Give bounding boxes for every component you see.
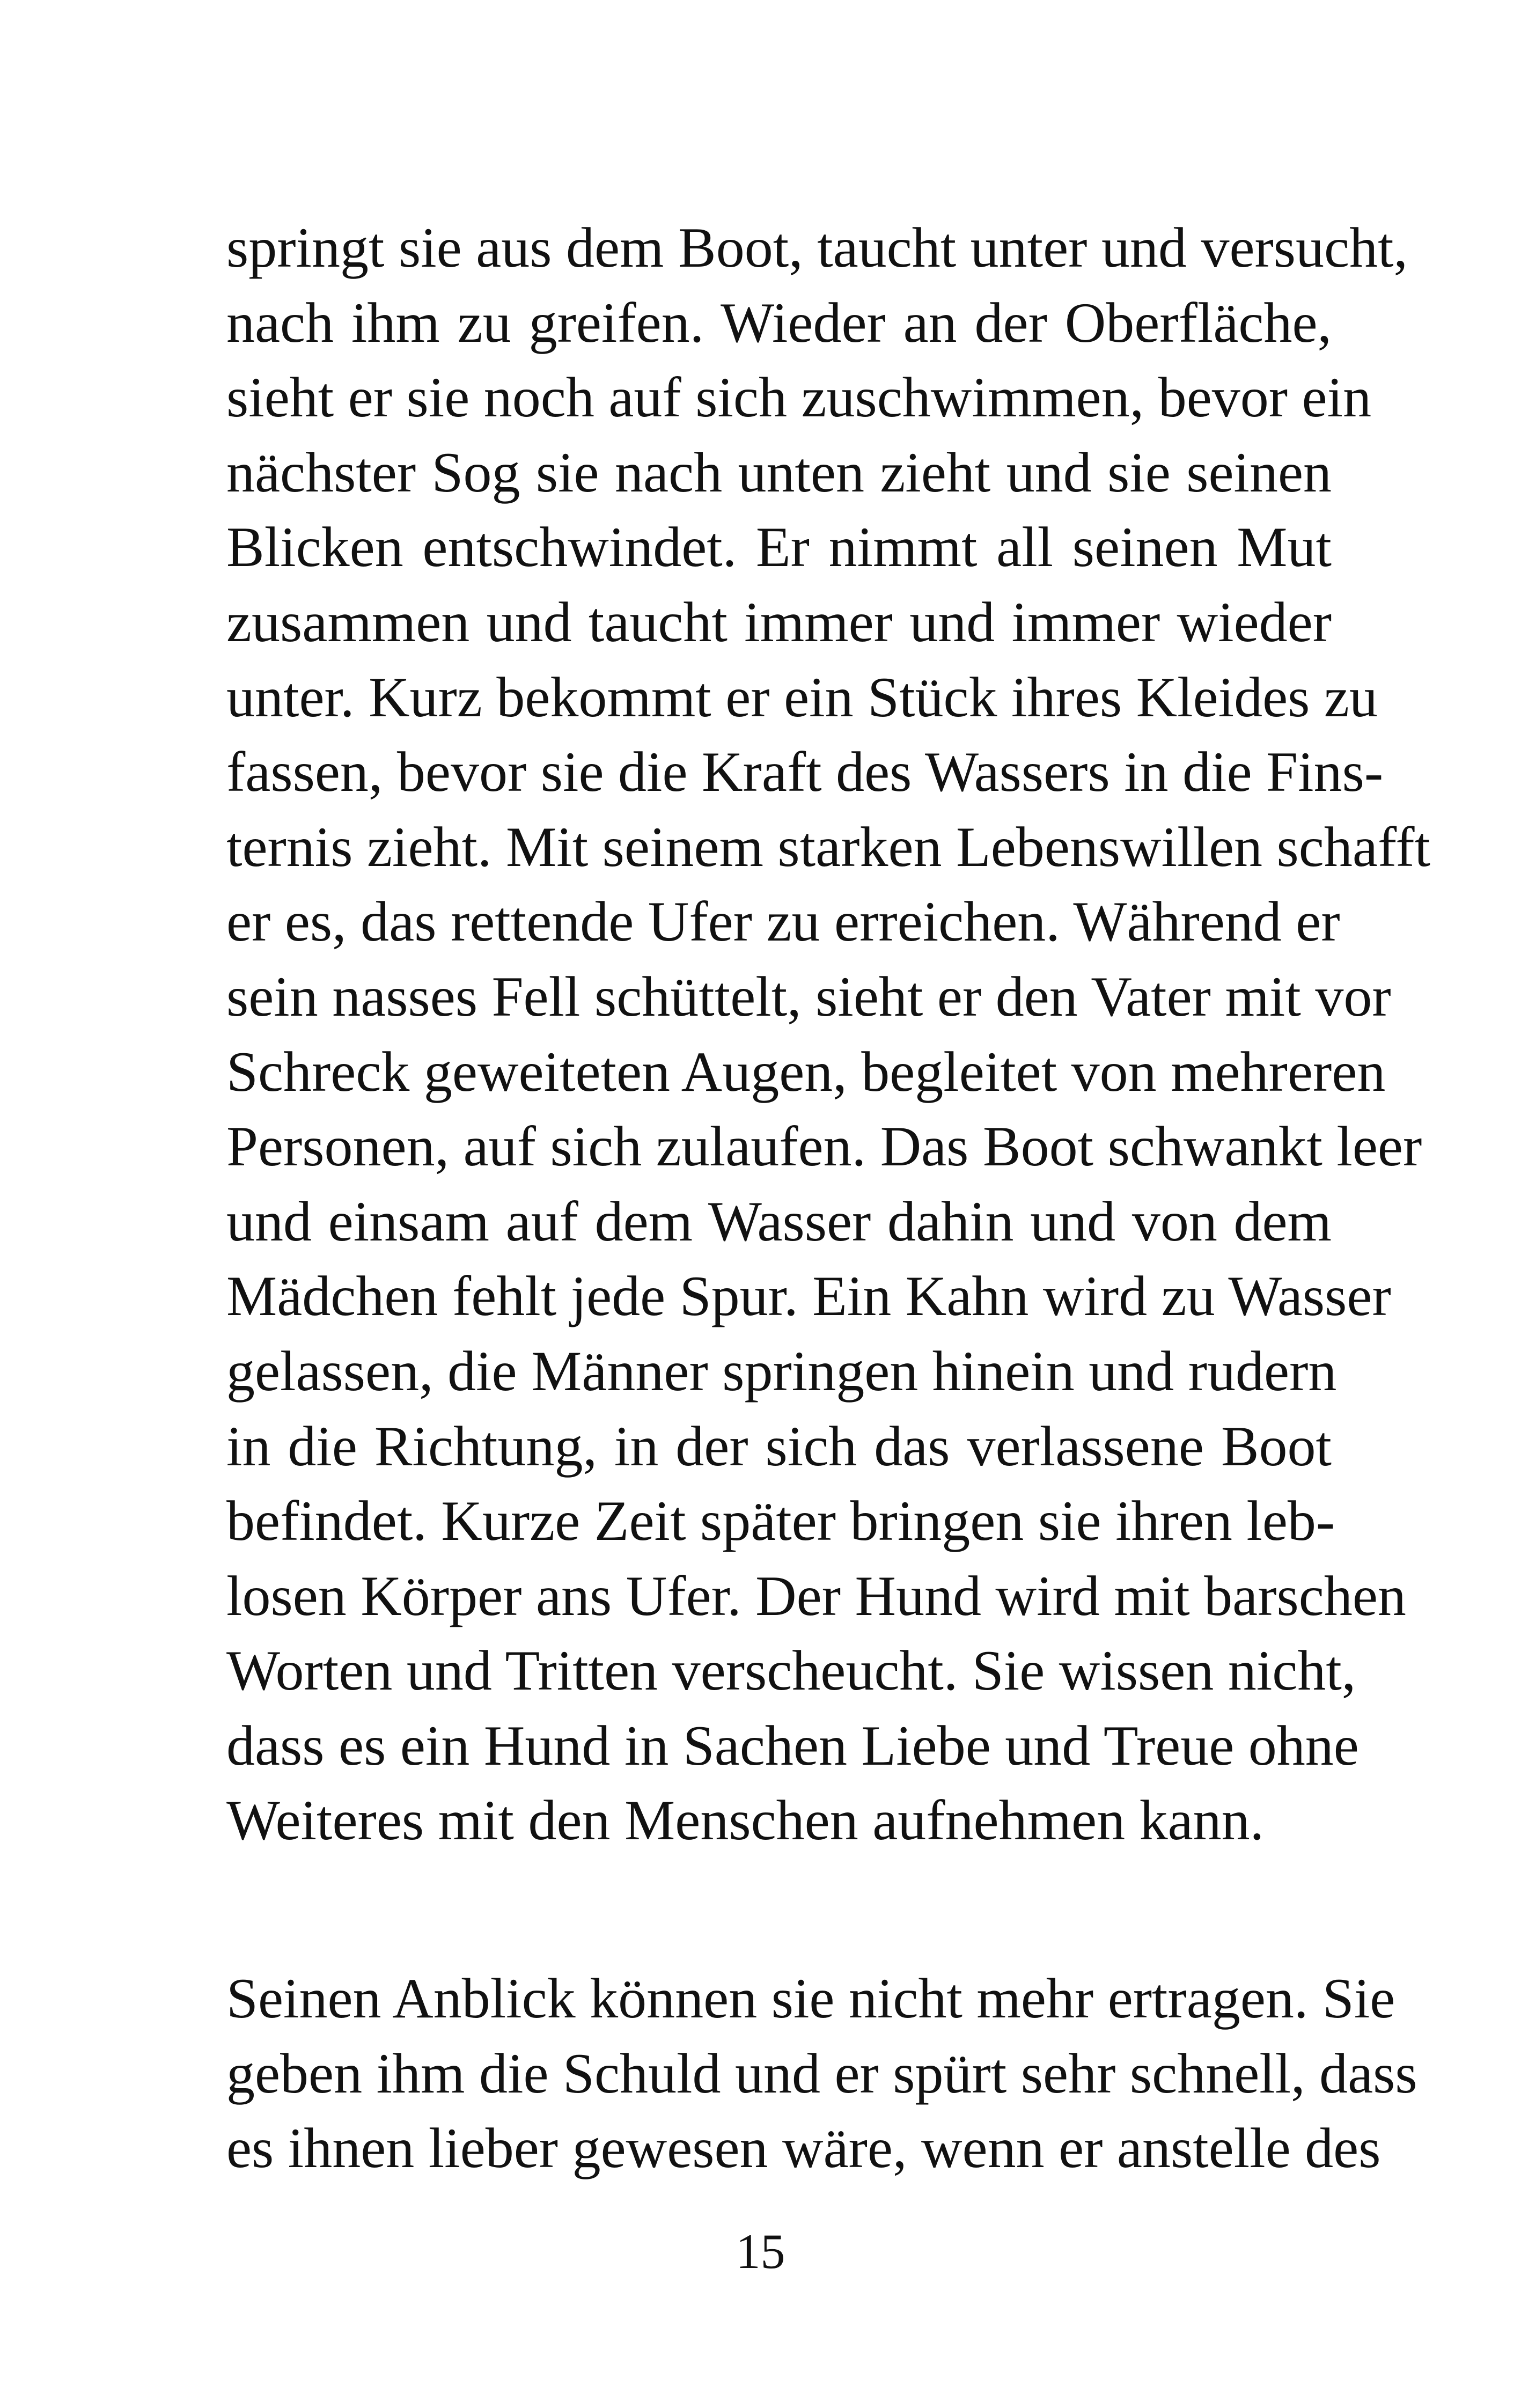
text-line: fassen, bevor sie die Kraft des Wassers in die Fins- (226, 740, 1384, 804)
text-line: es ihnen lieber gewesen wäre, wenn er anstelle des (226, 2117, 1381, 2180)
text-line: er es, das rettende Ufer zu erreichen. Während er (226, 890, 1340, 953)
text-line: Personen, auf sich zulaufen. Das Boot schwankt leer (226, 1115, 1422, 1178)
text-line: befindet. Kurze Zeit später bringen sie ihren leb- (226, 1489, 1335, 1553)
text-line: dass es ein Hund in Sachen Liebe und Treue ohne (226, 1714, 1359, 1777)
text-line: losen Körper ans Ufer. Der Hund wird mit barschen (226, 1564, 1406, 1627)
text-line: geben ihm die Schuld und er spürt sehr schnell, dass (226, 2042, 1417, 2105)
text-line: in die Richtung, in der sich das verlassene Boot (226, 1414, 1332, 1478)
text-line: unter. Kurz bekommt er ein Stück ihres Kleides zu (226, 665, 1378, 729)
text-line: Seinen Anblick können sie nicht mehr ertragen. Sie (226, 1967, 1395, 2030)
text-line: zusammen und taucht immer und immer wieder (226, 590, 1332, 654)
text-line: nach ihm zu greifen. Wieder an der Oberfläche, (226, 291, 1332, 354)
text-line: sein nasses Fell schüttelt, sieht er den Vater mit vor (226, 965, 1391, 1028)
text-line: gelassen, die Männer springen hinein und rudern (226, 1339, 1337, 1403)
text-line: Worten und Tritten verscheucht. Sie wissen nicht, (226, 1639, 1356, 1702)
text-line: ternis zieht. Mit seinem starken Lebenswillen schafft (226, 815, 1431, 878)
text-line: Weiteres mit den Menschen aufnehmen kann. (226, 1789, 1265, 1852)
text-line: nächster Sog sie nach unten zieht und sie seinen (226, 441, 1332, 504)
text-line: Schreck geweiteten Augen, begleitet von mehreren (226, 1040, 1386, 1103)
text-line: Blicken entschwindet. Er nimmt all seinen Mut (226, 516, 1332, 579)
text-line: und einsam auf dem Wasser dahin und von dem (226, 1190, 1332, 1253)
page-number: 15 (736, 2224, 785, 2279)
text-line: sieht er sie noch auf sich zuschwimmen, bevor ein (226, 366, 1372, 429)
paragraph-2 (226, 1961, 1417, 2186)
paragraph-1 (226, 210, 1431, 1858)
text-line: Mädchen fehlt jede Spur. Ein Kahn wird zu Wasser (226, 1265, 1391, 1328)
text-line: springt sie aus dem Boot, taucht unter und versucht, (226, 216, 1408, 279)
